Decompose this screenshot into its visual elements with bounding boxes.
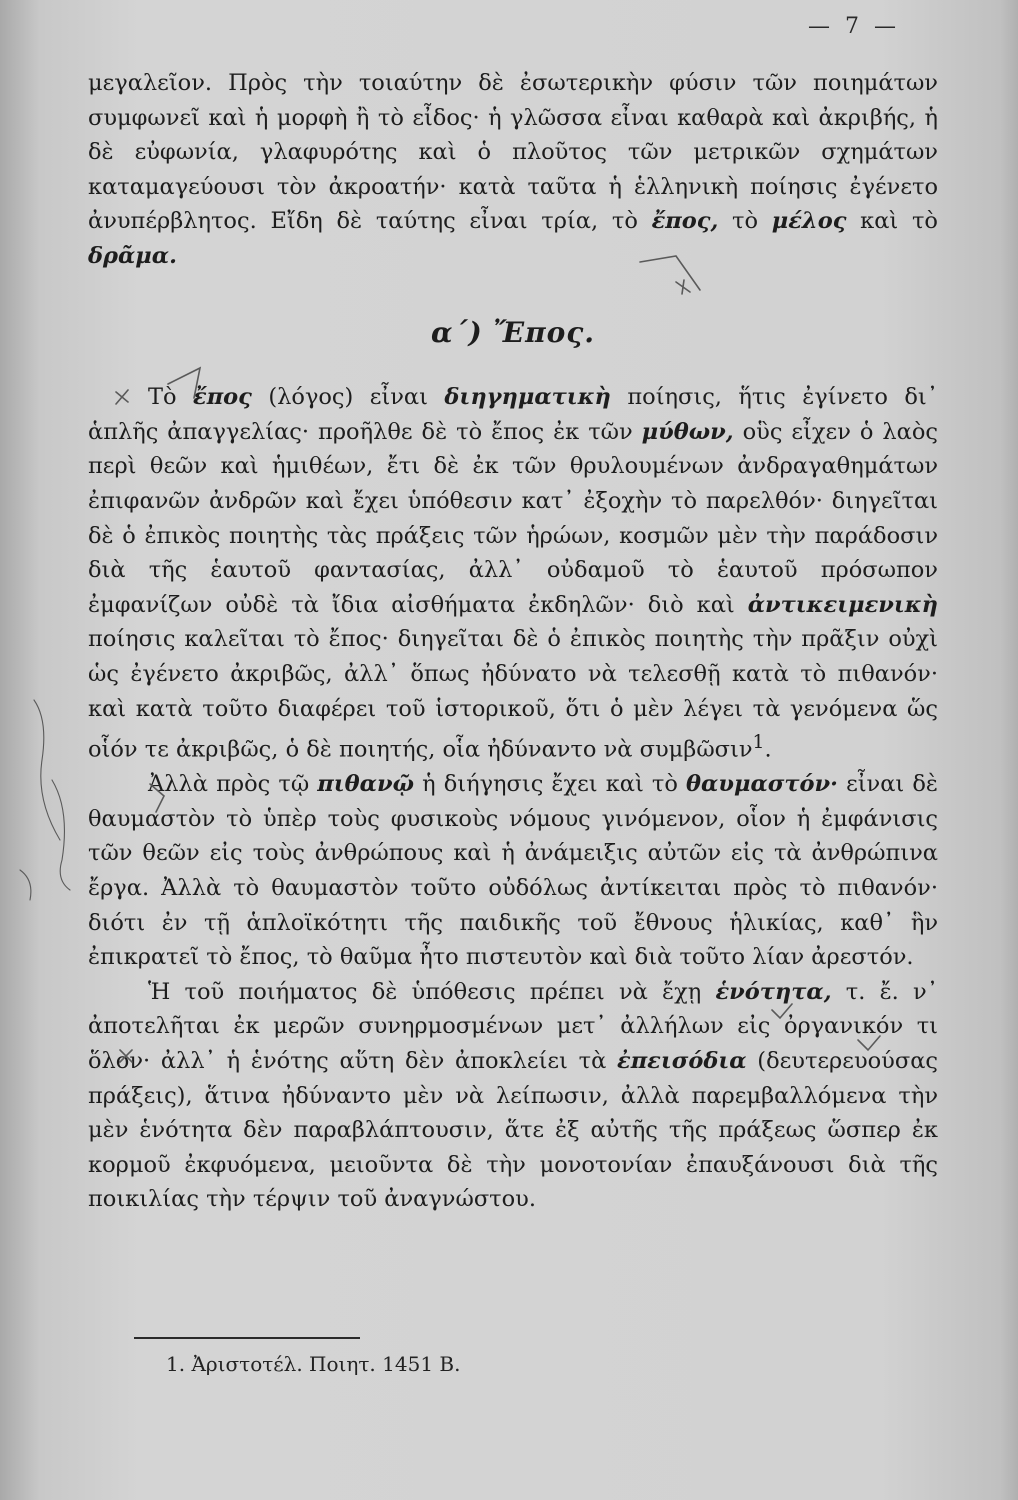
paragraph-unity [88, 975, 938, 1217]
page-number: — 7 — [808, 14, 900, 39]
text-run: καὶ τὸ [846, 208, 938, 235]
pencil-stroke [34, 700, 60, 840]
footnote: 1. Ἀριστοτέλ. Ποιητ. 1451 Β. [166, 1352, 461, 1376]
paragraph-epos-definition [88, 380, 938, 767]
emphasis-episodes: ἐπεισόδια [617, 1047, 747, 1074]
footnote-marker: 1 [752, 732, 765, 754]
intro-paragraph [88, 66, 938, 274]
footnote-separator [134, 1337, 360, 1339]
text-run: τὸ [718, 208, 772, 235]
text-run: Τὸ [148, 384, 194, 411]
emphasis-marvelous: θαυμαστόν· [686, 771, 838, 798]
emphasis-probable: πιθανῷ [317, 771, 415, 798]
emphasis-drama: δρᾶμα. [88, 242, 177, 269]
text-run: μεγαλεῖον. Πρὸς τὴν τοιαύτην δὲ ἐσωτερικὴν φύσιν τῶν ποιημάτων συμφωνεῖ καὶ ἡ μορφὴ ἢ τὸ εἶδος· ἡ γλῶσσα εἶναι καθαρὰ καὶ ἀκριβής, ἡ δὲ εὐφωνία, γλαφυρότης καὶ ὁ πλοῦτος τῶν μετρικῶν σχημάτων καταμαγεύουσι τὸν ἀκροατήν· κατὰ ταῦτα ἡ ἑλληνικὴ ποίησις ἐγένετο ἀνυπέρβλητος. Εἴδη δὲ ταύτης εἶναι τρία, τὸ [88, 70, 938, 235]
section-heading: α΄) Ἔπος. [430, 315, 596, 349]
text-run: ποίησις καλεῖται τὸ ἔπος· διηγεῖται δὲ ὁ ἐπικὸς ποιητὴς τὴν πρᾶξιν οὐχὶ ὡς ἐγένετο ἀκριβῶς, ἀλλ᾽ ὅπως ἠδύνατο νὰ τελεσθῇ κατὰ τὸ πιθανόν· καὶ κατὰ τοῦτο διαφέρει τοῦ ἱστορικοῦ, ὅτι ὁ μὲν λέγει τὰ γενόμενα ὥς οἷόν τε ἀκριβῶς, ὁ δὲ ποιητής, οἷα ἠδύναντο νὰ συμβῶσιν [88, 626, 938, 763]
emphasis-myths: μύθων, [641, 418, 734, 445]
text-run: οὓς εἶχεν ὁ λαὸς περὶ θεῶν καὶ ἡμιθέων, ἔτι δὲ ἐκ τῶν θρυλουμένων ἀνδραγαθημάτων ἐπιφανῶν ἀνδρῶν καὶ ἔχει ὑπόθεσιν κατ᾽ ἐξοχὴν τὸ παρελθόν· διηγεῖται δὲ ὁ ἐπικὸς ποιητὴς τὰς πράξεις τῶν ἡρώων, κοσμῶν μὲν τὴν παράδοσιν διὰ τῆς ἑαυτοῦ φαντασίας, ἀλλ᾽ οὐδαμοῦ τὸ ἑαυτοῦ πρόσωπον ἐμφανίζων οὐδὲ τὰ ἴδια αἰσθήματα ἐκδηλῶν· διὸ καὶ [88, 418, 938, 618]
pencil-stroke [52, 780, 70, 890]
emphasis-narrative: διηγηματικὴ [444, 384, 611, 411]
emphasis-epos: ἔπος [193, 384, 252, 411]
emphasis-objective: ἀντικειμενικὴ [747, 591, 938, 618]
text-run: εἶναι δὲ θαυμαστὸν τὸ ὑπὲρ τοὺς φυσικοὺς νόμους γινόμενον, οἷον ἡ ἐμφάνισις τῶν θεῶν εἰς τοὺς ἀνθρώπους καὶ ἡ ἀνάμειξις αὐτῶν εἰς τὰ ἀνθρώπινα ἔργα. Ἀλλὰ τὸ θαυμαστὸν τοῦτο οὐδόλως ἀντίκειται πρὸς τὸ πιθανόν· διότι ἐν τῇ ἁπλοϊκότητι τῆς παιδικῆς τοῦ ἔθνους ἡλικίας, καθ᾽ ἣν ἐπικρατεῖ τὸ ἔπος, τὸ θαῦμα ἦτο πιστευτὸν καὶ διὰ τοῦτο λίαν ἀρεστόν. [88, 771, 938, 971]
text-run: Ἀλλὰ πρὸς τῷ [148, 771, 318, 798]
pencil-stroke [20, 870, 31, 900]
text-run: (δευτερευούσας πράξεις), ἅτινα ἠδύναντο μὲν νὰ λείπωσιν, ἀλλὰ παρεμβαλλόμενα τὴν μὲν ἑνότητα δὲν παραβλάπτουσιν, ἅτε ἐξ αὐτῆς τῆς πράξεως ὥσπερ ἐκ κορμοῦ ἐκφυόμενα, μειοῦντα δὲ τὴν μονοτονίαν ἐπαυξάνουσι διὰ τῆς ποικιλίας τὴν τέρψιν τοῦ ἀναγνώστου. [88, 1047, 939, 1213]
text-run: . [764, 736, 772, 763]
paragraph-marvelous [88, 767, 938, 975]
text-run: ἡ διήγησις ἔχει καὶ τὸ [414, 771, 687, 798]
emphasis-unity: ἑνότητα, [715, 978, 832, 1005]
text-run: ποίησις, ἥτις ἐγίνετο δι᾽ ἁπλῆς ἀπαγγελίας· προῆλθε δὲ τὸ ἔπος ἐκ τῶν [88, 384, 938, 445]
emphasis-melos: μέλος [771, 208, 847, 235]
emphasis-epos: ἔπος, [651, 208, 719, 235]
text-run: (λόγος) εἶναι [251, 384, 445, 411]
text-run: Ἡ τοῦ ποιήματος δὲ ὑπόθεσις πρέπει νὰ ἔχῃ [148, 978, 716, 1005]
body-text [88, 66, 938, 1217]
text-run: τ. ἔ. ν᾽ ἀποτελῆται ἐκ μερῶν συνηρμοσμένων μετ᾽ ἀλλήλων εἰς ὀργανικόν τι ὅλον· ἀλλ᾽ ἡ ἑνότης αὕτη δὲν ἀποκλείει τὰ [88, 978, 938, 1074]
